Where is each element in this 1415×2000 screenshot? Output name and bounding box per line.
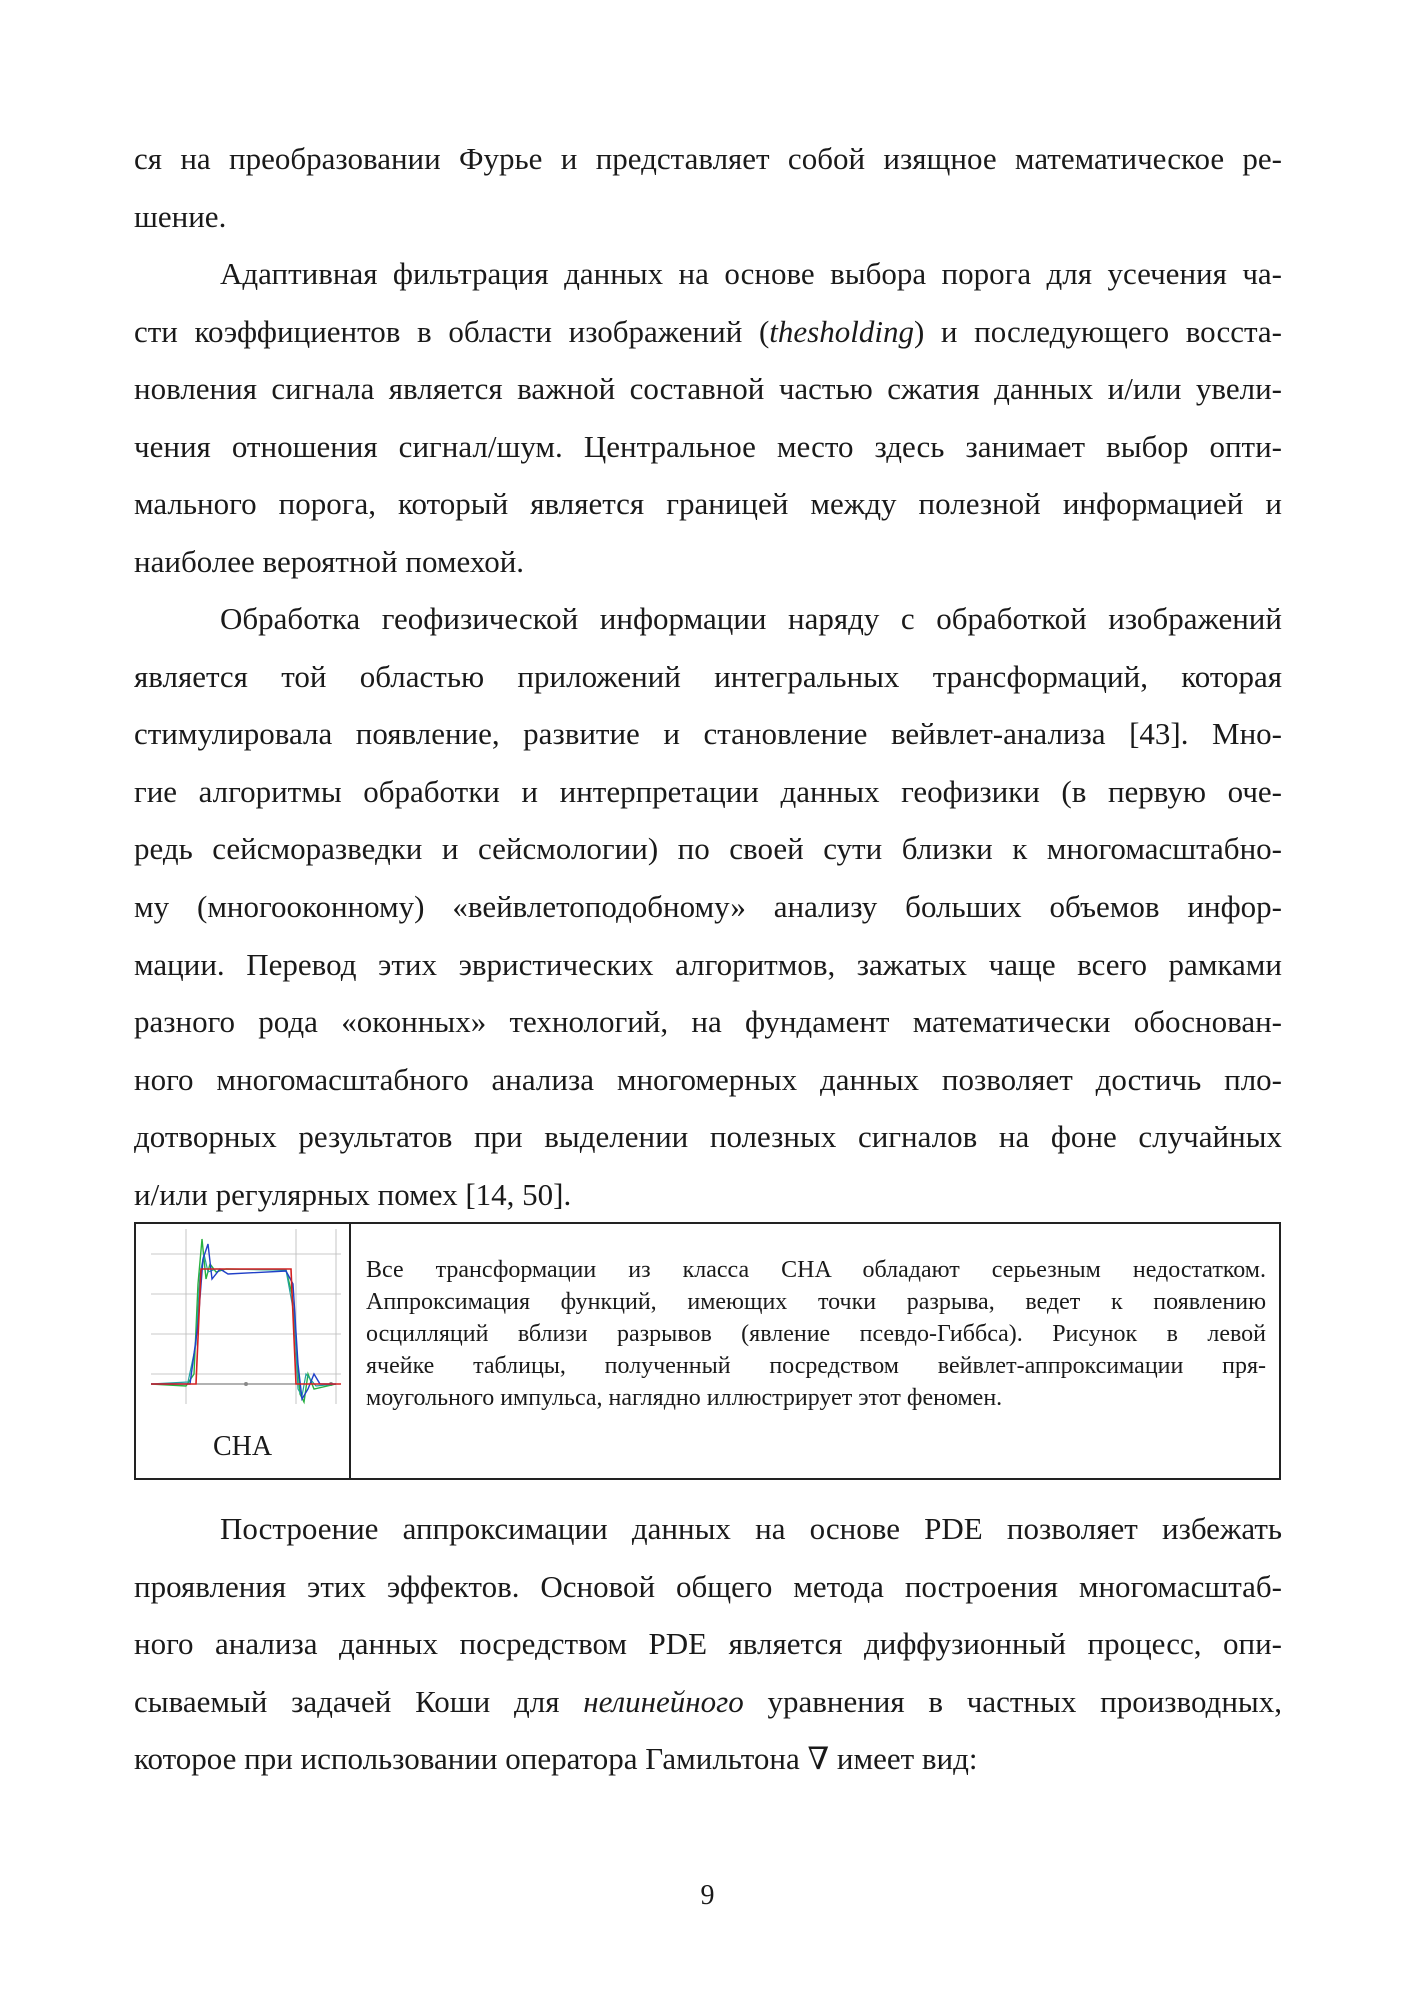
text-line: моугольного импульса, наглядно иллюстрирует этот феномен. <box>366 1385 1003 1411</box>
text-line: и/или регулярных помех [14, 50]. <box>134 1176 572 1212</box>
illustration-table <box>134 1222 1281 1480</box>
text-line: стимулировала появление, развитие и становление вейвлет-анализа [43]. Мно- <box>134 716 1282 752</box>
text-line: чения отношения сигнал/шум. Центральное место здесь занимает выбор опти- <box>134 428 1282 464</box>
text-line-with-term <box>134 1673 1282 1731</box>
paragraph-3 <box>134 590 1282 1224</box>
text-line: дотворных результатов при выделении полезных сигналов на фоне случайных <box>134 1119 1282 1155</box>
axis-marker <box>244 1382 248 1386</box>
text-line: ячейке таблицы, полученный посредством вейвлет-аппроксимации пря- <box>366 1353 1266 1379</box>
text-line: гие алгоритмы обработки и интерпретации данных геофизики (в первую оче- <box>134 773 1282 809</box>
table-explanation <box>366 1254 1266 1414</box>
text-fragment: сываемый задачей Коши для <box>134 1683 584 1719</box>
text-line: му (многооконному) «вейвлетоподобному» анализу больших объемов инфор- <box>134 888 1282 924</box>
text-line: Построение аппроксимации данных на основе PDE позволяет избежать <box>220 1511 1282 1546</box>
page-number: 9 <box>700 1880 715 1911</box>
text-line: осцилляций вблизи разрывов (явление псевдо-Гиббса). Рисунок в левой <box>366 1321 1266 1347</box>
text-line: наиболее вероятной помехой. <box>134 543 525 579</box>
text-line: Все трансформации из класса CHA обладают серьезным недостатком. <box>366 1257 1266 1283</box>
text-line: редь сейсморазведки и сейсмологии) по своей сути близки к многомасштабно- <box>134 831 1282 867</box>
text-line: новления сигнала является важной составной частью сжатия данных и/или увели- <box>134 371 1282 407</box>
text-line: Аппроксимация функций, имеющих точки разрыва, ведет к появлению <box>366 1289 1266 1315</box>
text-line: ся на преобразовании Фурье и представляет собой изящное математическое ре- <box>134 141 1282 176</box>
table-divider <box>349 1224 351 1478</box>
paragraph-1 <box>134 130 1282 245</box>
italic-term: нелинейного <box>583 1683 744 1719</box>
text-line-with-term <box>134 303 1282 361</box>
text-line: проявления этих эффектов. Основой общего метода построения многомасштаб- <box>134 1568 1282 1604</box>
paragraph-4 <box>134 1500 1282 1788</box>
text-line: Обработка геофизической информации наряду с обработкой изображений <box>220 601 1282 636</box>
text-line: Адаптивная фильтрация данных на основе выбора порога для усечения ча- <box>220 256 1282 291</box>
text-line: которое при использовании оператора Гамильтона ∇ имеет вид: <box>134 1741 978 1777</box>
text-line: ного многомасштабного анализа многомерных данных позволяет достичь пло- <box>134 1061 1282 1097</box>
text-line: является той областью приложений интегральных трансформаций, которая <box>134 658 1282 694</box>
text-line: разного рода «оконных» технологий, на фундамент математически обоснован- <box>134 1004 1282 1040</box>
text-line: ного анализа данных посредством PDE является диффузионный процесс, опи- <box>134 1626 1282 1662</box>
italic-term: thesholding <box>769 313 914 349</box>
text-fragment: сти коэффициентов в области изображений ( <box>134 313 770 349</box>
pseudo-gibbs-figure <box>146 1224 346 1424</box>
text-fragment: ) и последующего восста- <box>913 313 1282 349</box>
text-line: мального порога, который является границей между полезной информацией и <box>134 486 1282 522</box>
rectangular-pulse-line <box>151 1269 341 1384</box>
paragraph-2 <box>134 245 1282 591</box>
text-fragment: уравнения в частных производных, <box>743 1683 1282 1719</box>
text-line: шение. <box>134 198 227 234</box>
figure-caption: CHA <box>212 1431 273 1462</box>
text-line: мации. Перевод этих эвристических алгоритмов, зажатых чаще всего рамками <box>134 946 1282 982</box>
